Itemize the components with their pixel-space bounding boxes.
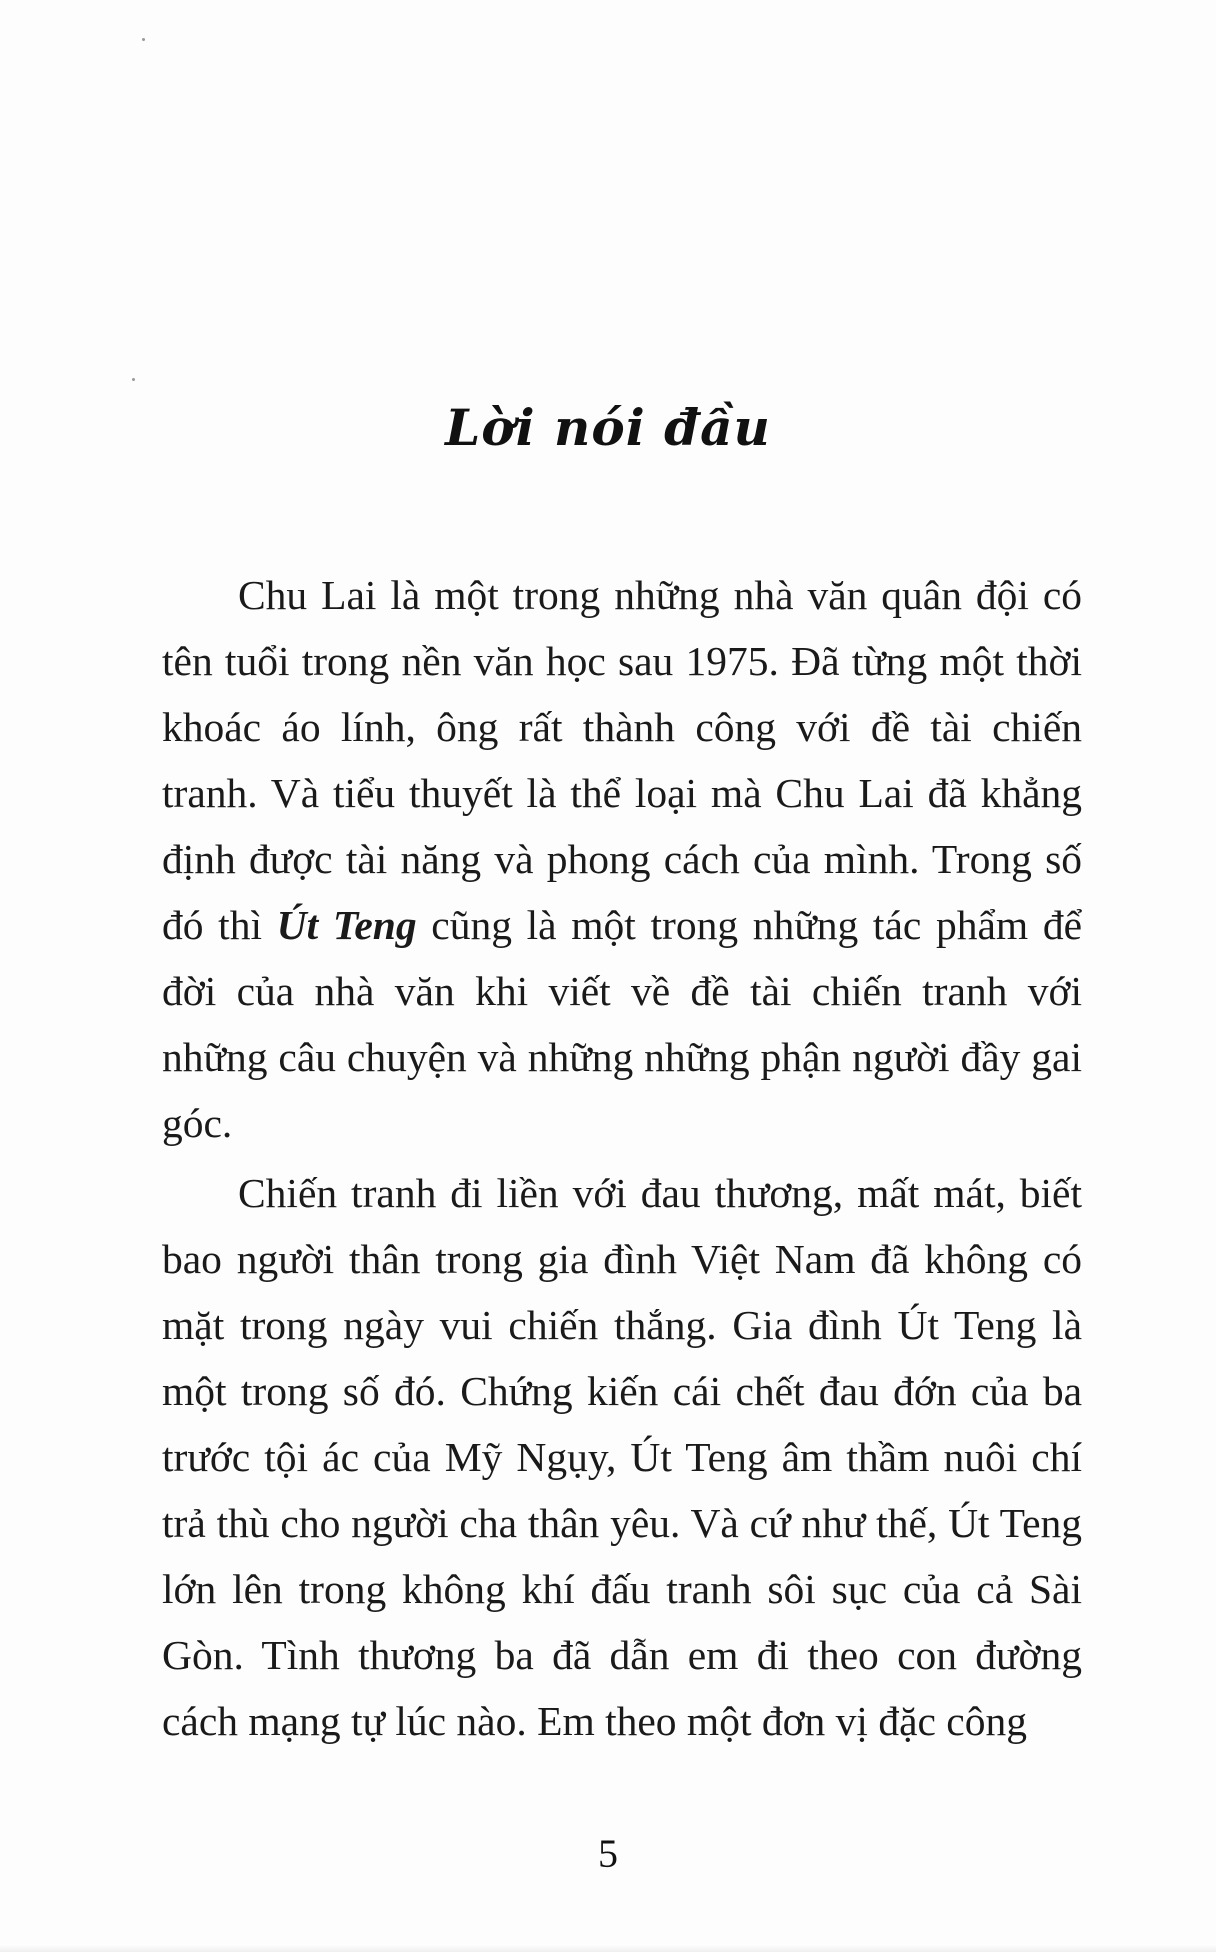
paragraph-1-text-start: Chu Lai là một trong những nhà văn quân đội có tên tuổi trong nền văn học sau 1975. Đã từng một thời khoác áo lính, ông rất thành công với đề tài chiến tranh. Và tiểu thuyết là thể loại mà Chu Lai đã khẳng định được tài năng và phong cách của mình. Trong số đó thì [162, 572, 1082, 948]
book-title: Út Teng [276, 902, 417, 948]
paragraph-1 [162, 562, 1082, 1156]
page-bottom-edge [0, 1944, 1216, 1952]
body-text [162, 562, 1082, 1754]
scan-speck [142, 38, 145, 41]
paragraph-2: Chiến tranh đi liền với đau thương, mất mát, biết bao người thân trong gia đình Việt Nam đã không có mặt trong ngày vui chiến thắng. Gia đình Út Teng là một trong số đó. Chứng kiến cái chết đau đớn của ba trước tội ác của Mỹ Ngụy, Út Teng âm thầm nuôi chí trả thù cho người cha thân yêu. Và cứ như thế, Út Teng lớn lên trong không khí đấu tranh sôi sục của cả Sài Gòn. Tình thương ba đã dẫn em đi theo con đường cách mạng tự lúc nào. Em theo một đơn vị đặc công [162, 1170, 1082, 1744]
paragraph-1-text-end: cũng là một trong những tác phẩm để đời của nhà văn khi viết về đề tài chiến tranh với những câu chuyện và những những phận người đầy gai góc. [162, 902, 1082, 1146]
page-number: 5 [598, 1831, 618, 1876]
page-title: Lời nói đầu [445, 398, 771, 457]
scan-speck [132, 378, 135, 381]
